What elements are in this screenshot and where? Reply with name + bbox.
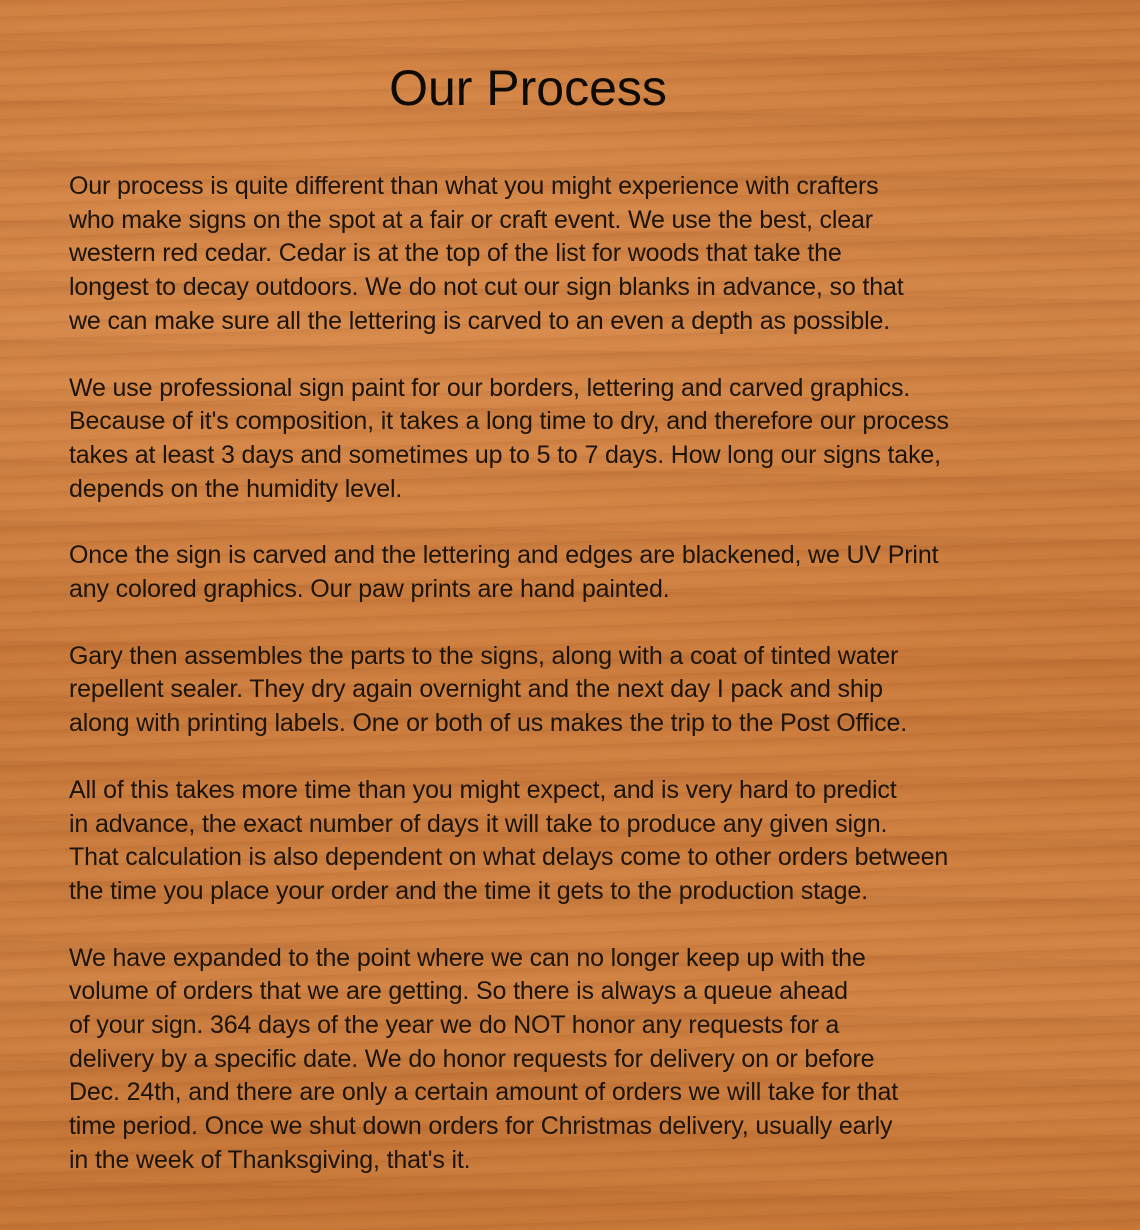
- process-text: [69, 170, 1129, 1211]
- text-line: Dec. 24th, and there are only a certain amount of orders we will take for that: [69, 1078, 899, 1107]
- text-line: Gary then assembles the parts to the signs, along with a coat of tinted water: [69, 641, 899, 670]
- paragraph-materials: [69, 170, 1129, 339]
- text-line: the time you place your order and the time it gets to the production stage.: [69, 876, 868, 905]
- paragraph-assembly: [69, 640, 1129, 741]
- paragraph-timing: [69, 774, 1129, 909]
- text-line: Our process is quite different than what you might experience with crafters: [69, 172, 879, 200]
- text-line: We have expanded to the point where we can no longer keep up with the: [69, 943, 866, 972]
- text-line: any colored graphics. Our paw prints are hand painted.: [69, 575, 670, 604]
- text-line: along with printing labels. One or both of us makes the trip to the Post Office.: [69, 709, 908, 738]
- text-line: volume of orders that we are getting. So there is always a queue ahead: [69, 977, 848, 1006]
- text-line: in the week of Thanksgiving, that's it.: [69, 1145, 471, 1174]
- text-line: who make signs on the spot at a fair or craft event. We use the best, clear: [69, 205, 873, 234]
- text-line: That calculation is also dependent on what delays come to other orders between: [69, 843, 949, 872]
- text-line: All of this takes more time than you might expect, and is very hard to predict: [69, 775, 897, 804]
- text-line: Once the sign is carved and the lettering and edges are blackened, we UV Print: [69, 541, 939, 570]
- text-line: Because of it's composition, it takes a long time to dry, and therefore our process: [69, 407, 949, 436]
- paragraph-queue-policy: [69, 942, 1129, 1178]
- text-line: longest to decay outdoors. We do not cut our sign blanks in advance, so that: [69, 273, 904, 302]
- text-line: takes at least 3 days and sometimes up to 5 to 7 days. How long our signs take,: [69, 440, 941, 469]
- text-line: We use professional sign paint for our borders, lettering and carved graphics.: [69, 373, 911, 402]
- text-line: time period. Once we shut down orders for Christmas delivery, usually early: [69, 1112, 893, 1141]
- paragraph-paint: [69, 372, 1129, 507]
- page-title: Our Process: [389, 60, 667, 116]
- text-line: repellent sealer. They dry again overnight and the next day I pack and ship: [69, 675, 883, 704]
- text-line: delivery by a specific date. We do honor requests for delivery on or before: [69, 1044, 875, 1073]
- text-line: western red cedar. Cedar is at the top of the list for woods that take the: [69, 239, 842, 268]
- text-line: in advance, the exact number of days it will take to produce any given sign.: [69, 809, 888, 838]
- text-line: we can make sure all the lettering is carved to an even a depth as possible.: [69, 306, 891, 335]
- text-line: depends on the humidity level.: [69, 474, 403, 503]
- text-line: of your sign. 364 days of the year we do NOT honor any requests for a: [69, 1011, 840, 1040]
- paragraph-printing: [69, 539, 1129, 606]
